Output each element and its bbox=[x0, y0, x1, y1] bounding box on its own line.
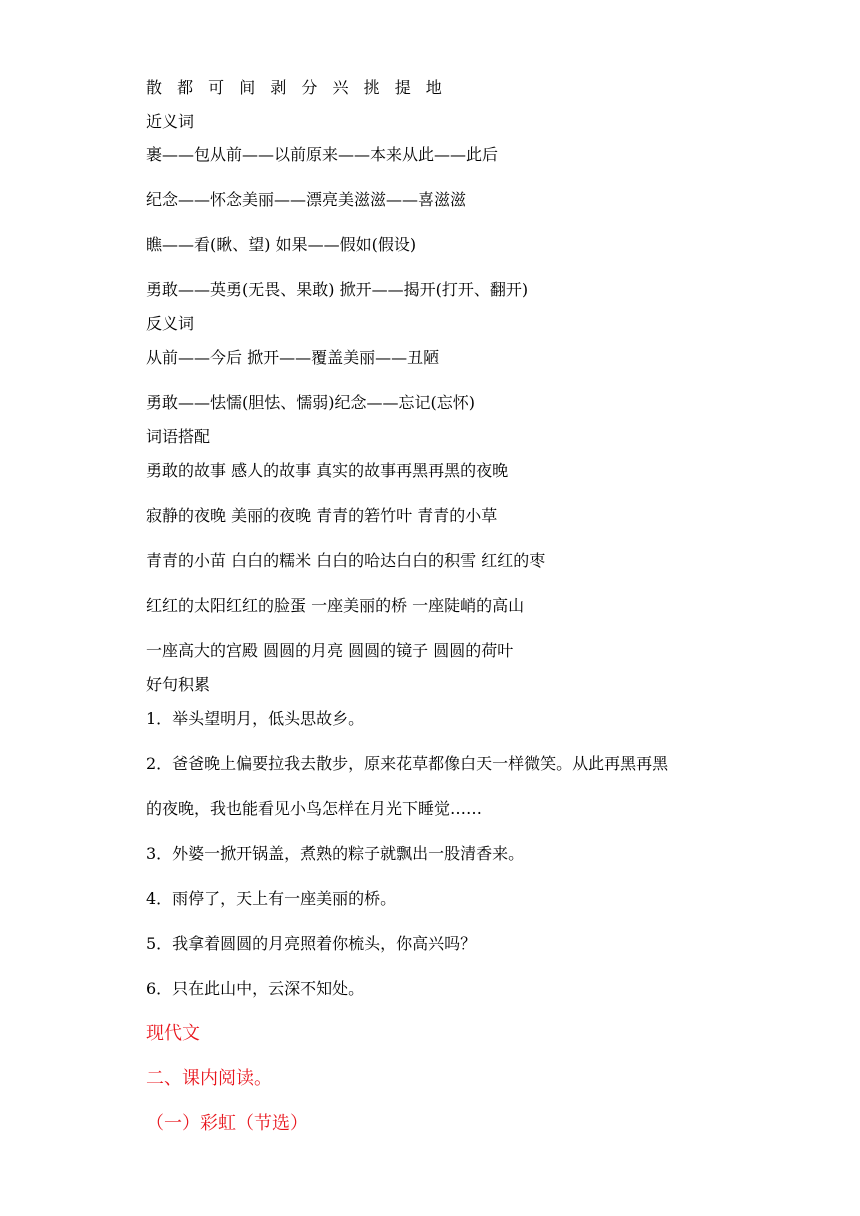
sentence-item: 1．举头望明月，低头思故乡。 bbox=[146, 709, 365, 728]
heading-modern-text: 现代文 bbox=[146, 1023, 200, 1044]
collocation-line: 青青的小苗 白白的糯米 白白的哈达白白的积雪 红红的枣 bbox=[146, 551, 546, 570]
collocation-line: 红红的太阳红红的脸蛋 一座美丽的桥 一座陡峭的高山 bbox=[146, 596, 525, 615]
antonym-line: 勇敢——怯懦(胆怯、懦弱)纪念——忘记(忘怀) bbox=[146, 393, 475, 412]
antonym-line: 从前——今后 掀开——覆盖美丽——丑陋 bbox=[146, 348, 440, 367]
heading-reading: 二、课内阅读。 bbox=[146, 1068, 272, 1089]
collocation-line: 勇敢的故事 感人的故事 真实的故事再黑再黑的夜晚 bbox=[146, 461, 509, 480]
section-heading-antonyms: 反义词 bbox=[146, 314, 195, 333]
synonym-line: 裹——包从前——以前原来——本来从此——此后 bbox=[146, 145, 499, 164]
synonym-line: 瞧——看(瞅、望) 如果——假如(假设) bbox=[146, 235, 417, 254]
character-list: 散 都 可 间 剥 分 兴 挑 提 地 bbox=[146, 78, 442, 97]
collocation-line: 寂静的夜晚 美丽的夜晚 青青的箬竹叶 青青的小草 bbox=[146, 506, 498, 525]
sentence-item: 5．我拿着圆圆的月亮照着你梳头，你高兴吗？ bbox=[146, 934, 477, 953]
sentence-item: 4．雨停了，天上有一座美丽的桥。 bbox=[146, 889, 397, 908]
sentence-item: 2．爸爸晚上偏要拉我去散步，原来花草都像白天一样微笑。从此再黑再黑 bbox=[146, 754, 669, 773]
synonym-line: 纪念——怀念美丽——漂亮美滋滋——喜滋滋 bbox=[146, 190, 467, 209]
section-heading-collocations: 词语搭配 bbox=[146, 427, 211, 446]
sentence-item: 6．只在此山中，云深不知处。 bbox=[146, 979, 365, 998]
sentence-item-continued: 的夜晚，我也能看见小鸟怎样在月光下睡觉…… bbox=[146, 799, 483, 818]
collocation-line: 一座高大的宫殿 圆圆的月亮 圆圆的镜子 圆圆的荷叶 bbox=[146, 641, 514, 660]
synonym-line: 勇敢——英勇(无畏、果敢) 掀开——揭开(打开、翻开) bbox=[146, 280, 529, 299]
sentence-item: 3．外婆一掀开锅盖，煮熟的粽子就飘出一股清香来。 bbox=[146, 844, 525, 863]
heading-rainbow-excerpt: （一）彩虹（节选） bbox=[146, 1113, 308, 1134]
section-heading-sentences: 好句积累 bbox=[146, 675, 211, 694]
section-heading-synonyms: 近义词 bbox=[146, 112, 195, 131]
